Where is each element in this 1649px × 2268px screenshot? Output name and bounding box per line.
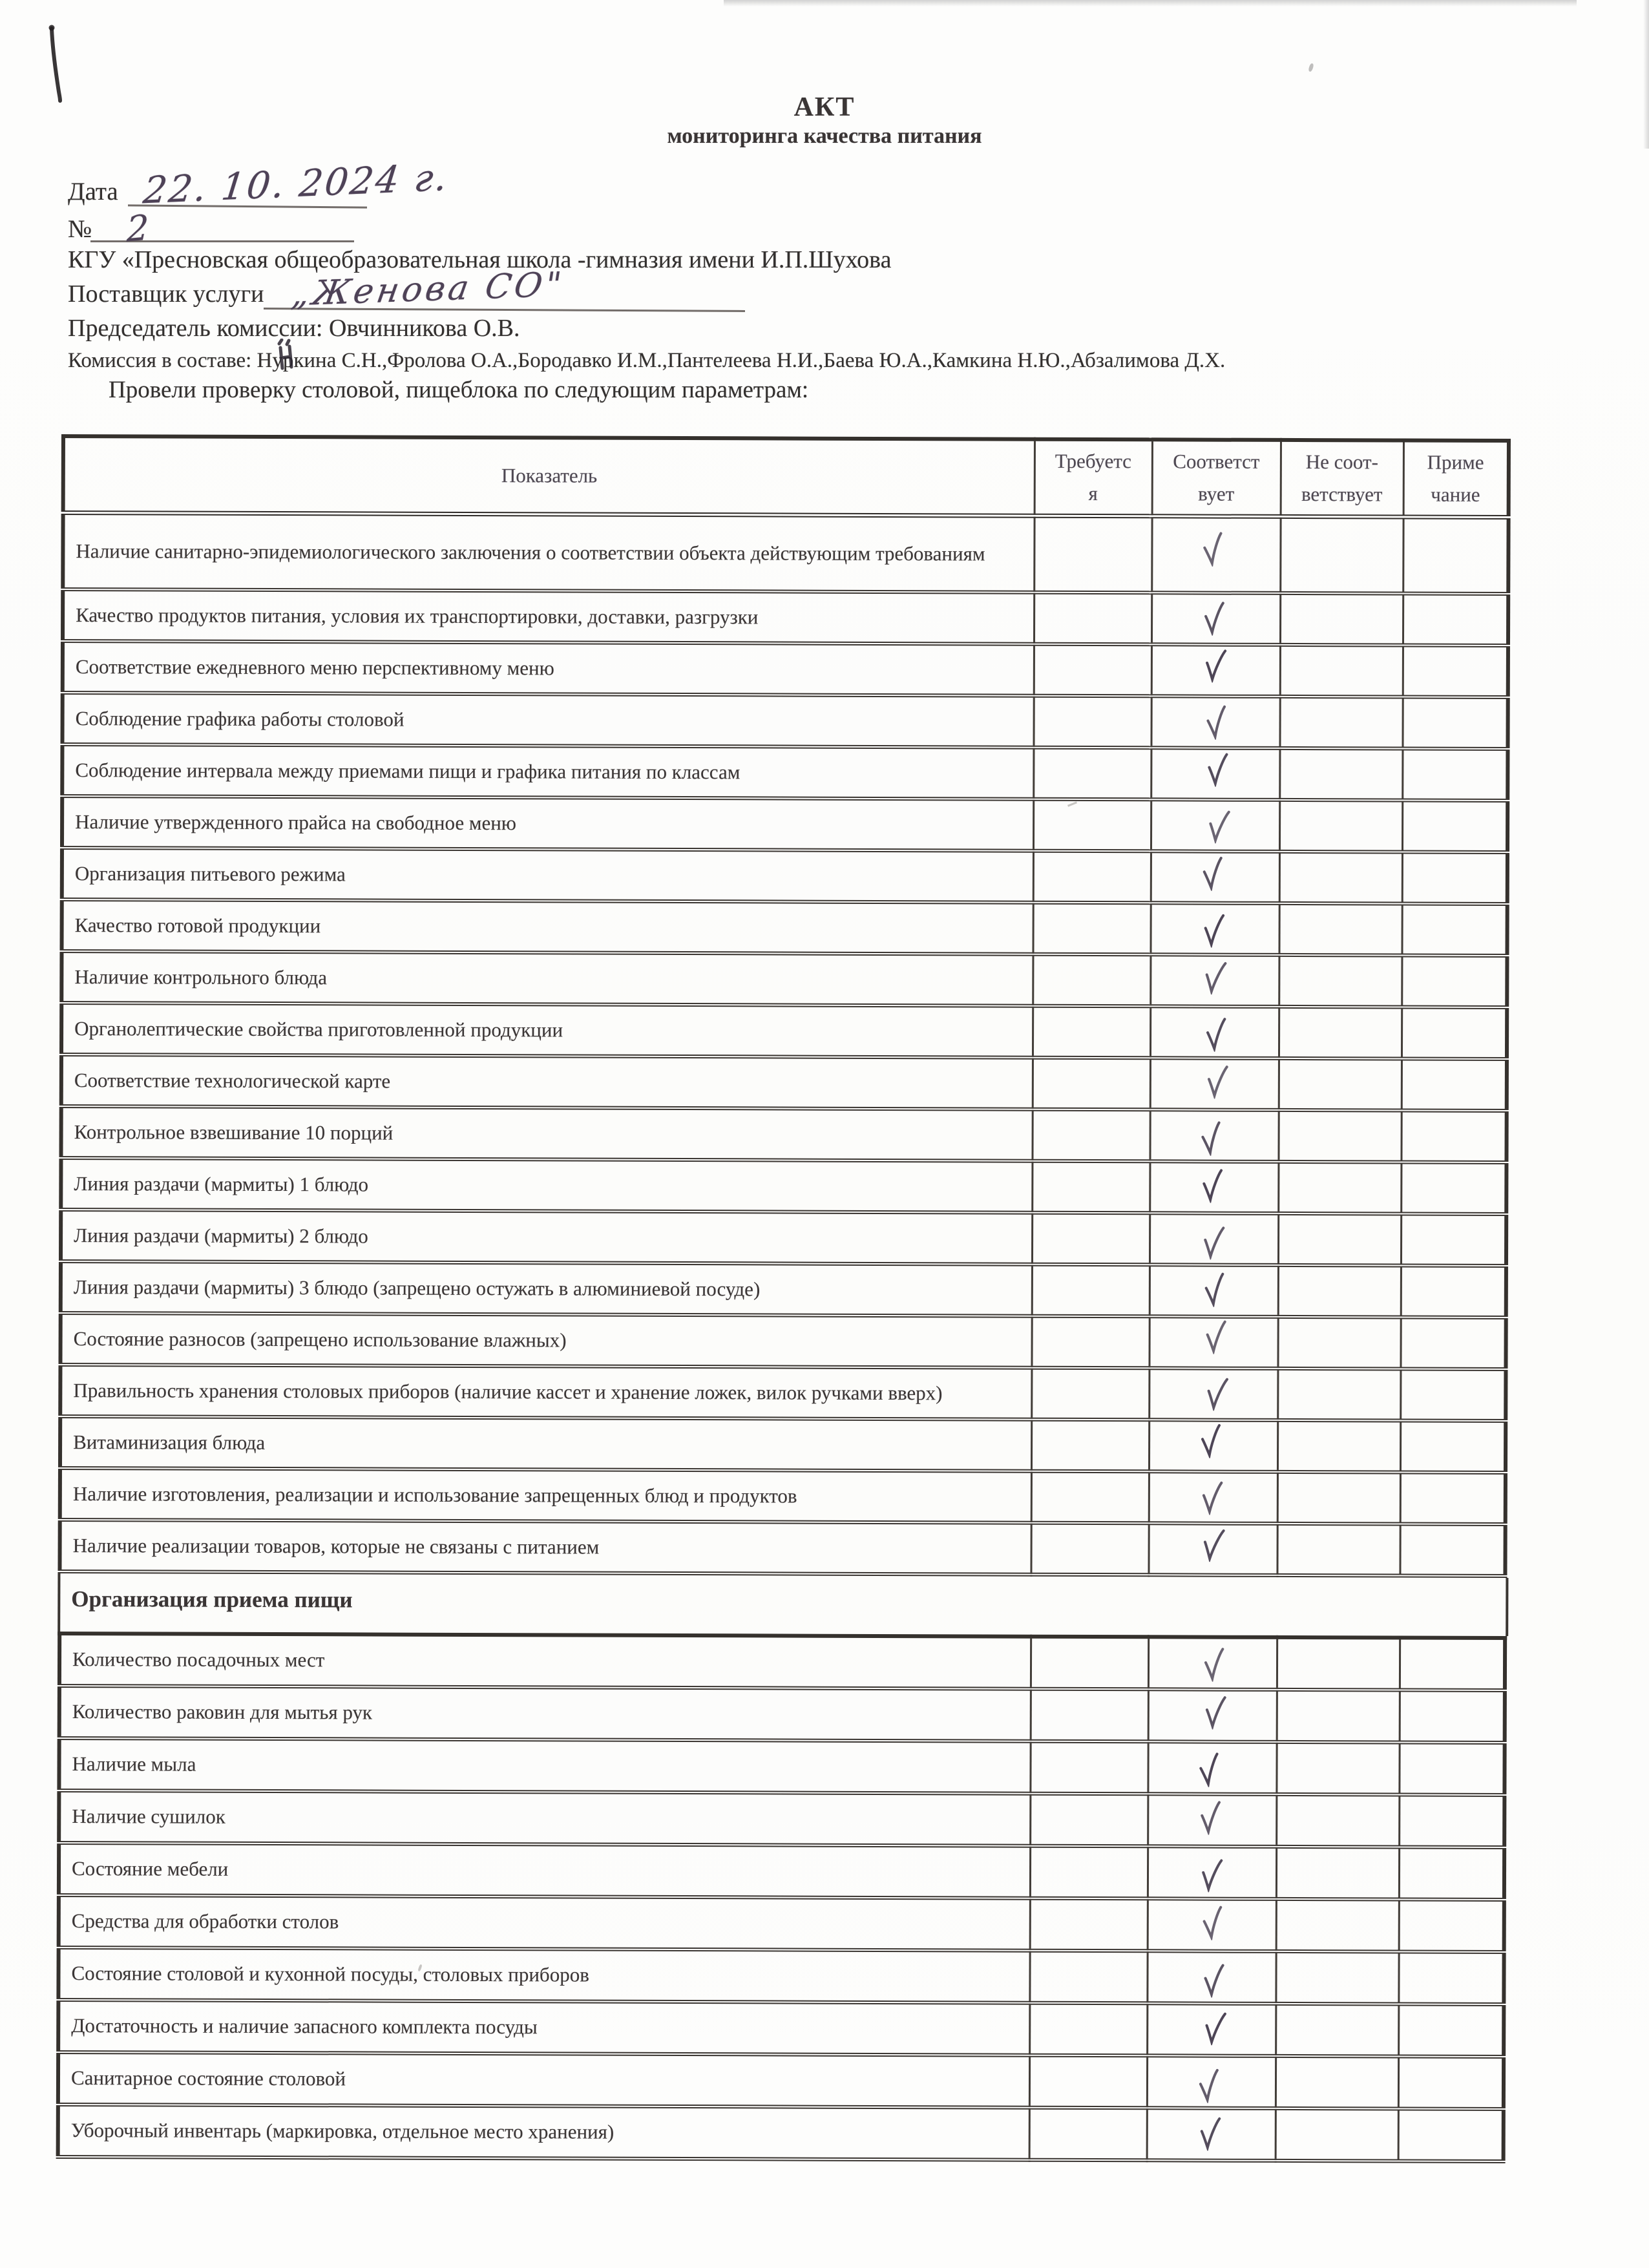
- indicator-cell: Качество готовой продукции: [61, 899, 1033, 954]
- note-cell: [1402, 904, 1507, 956]
- indicator-cell: Санитарное состояние столовой: [58, 2052, 1029, 2108]
- not-corresponds-cell: [1276, 1742, 1399, 1795]
- not-corresponds-cell: [1278, 1213, 1401, 1266]
- corresponds-column-header: Соответст вует: [1152, 439, 1281, 516]
- table-row: [61, 1106, 1506, 1162]
- table-row: [60, 1416, 1506, 1473]
- corresponds-cell: [1150, 954, 1279, 1007]
- not-corresponds-cell: [1278, 1265, 1401, 1318]
- checkmark-icon: [1197, 1751, 1221, 1788]
- checkmark-icon: [1201, 856, 1224, 892]
- not-corresponds-cell: [1276, 1794, 1399, 1847]
- not-corresponds-cell: [1276, 2108, 1398, 2161]
- table-row: [61, 1261, 1506, 1318]
- scan-speck: [1308, 63, 1314, 72]
- corresponds-cell: [1149, 1368, 1277, 1420]
- requires-cell: [1030, 1741, 1148, 1794]
- not-corresponds-cell: [1278, 1162, 1401, 1214]
- checkmark-icon: [1203, 647, 1227, 684]
- requires-cell: [1034, 644, 1151, 697]
- indicator-cell: Состояние мебели: [59, 1843, 1030, 1898]
- table-row: [59, 1843, 1504, 1900]
- note-cell: [1403, 594, 1508, 646]
- checkmark-icon: [1201, 1480, 1223, 1515]
- not-corresponds-cell: [1279, 903, 1402, 956]
- table-row: [61, 899, 1507, 956]
- monitoring-table-section-2: [56, 1632, 1507, 2163]
- checkmark-icon: [1204, 704, 1228, 740]
- checkmark-icon: [1203, 600, 1225, 635]
- indicator-cell: Соответствие ежедневного меню перспективному меню: [63, 641, 1034, 696]
- checkmark-icon: [1205, 1064, 1228, 1099]
- indicator-cell: Наличие мыла: [59, 1738, 1030, 1794]
- indicator-cell: Соответствие технологической карте: [61, 1055, 1033, 1109]
- note-cell: [1399, 1743, 1504, 1796]
- corresponds-cell: [1148, 1637, 1277, 1690]
- indicator-cell: Линия раздачи (мармиты) 1 блюдо: [61, 1158, 1032, 1213]
- note-cell: [1400, 1318, 1506, 1370]
- not-corresponds-cell: [1277, 1690, 1400, 1743]
- table-row: [63, 589, 1508, 646]
- corresponds-cell: [1148, 1898, 1276, 1951]
- checkmark-icon: [1202, 959, 1227, 996]
- table-row: [61, 1055, 1507, 1111]
- indicator-cell: Уборочный инвентарь (маркировка, отдельное место хранения): [58, 2105, 1029, 2160]
- note-cell: [1400, 1369, 1506, 1422]
- indicator-cell: Наличие утвержденного прайса на свободное меню: [62, 796, 1033, 851]
- requires-cell: [1033, 748, 1151, 800]
- requires-cell: [1033, 799, 1151, 852]
- indicator-cell: Контрольное взвешивание 10 порций: [61, 1106, 1032, 1161]
- requires-cell: [1034, 516, 1151, 593]
- checkmark-icon: [1204, 1375, 1229, 1411]
- requires-cell: [1031, 1368, 1149, 1420]
- note-cell: [1400, 1473, 1506, 1525]
- note-cell: [1401, 1266, 1506, 1318]
- not-corresponds-cell: [1279, 852, 1402, 904]
- not-corresponds-cell: [1280, 593, 1403, 646]
- requires-cell: [1033, 696, 1151, 748]
- note-cell: [1399, 1847, 1504, 1900]
- table-row: [63, 641, 1508, 697]
- note-cell: [1399, 1795, 1504, 1848]
- corresponds-cell: [1148, 1523, 1277, 1575]
- requires-cell: [1029, 1951, 1147, 2004]
- corresponds-cell: [1151, 748, 1279, 800]
- table-row: [59, 1895, 1504, 1952]
- indicator-cell: Витаминизация блюда: [60, 1416, 1031, 1471]
- not-corresponds-cell: [1277, 1472, 1400, 1524]
- requires-cell: [1030, 1846, 1148, 1899]
- note-cell: [1398, 2109, 1504, 2162]
- indicator-cell: Соблюдение графика работы столовой: [62, 693, 1033, 748]
- requires-cell: [1031, 1420, 1149, 1472]
- note-cell: [1402, 801, 1507, 853]
- monitoring-table-section-1: [58, 434, 1511, 1578]
- handwritten-supplier: „Женова СО": [289, 265, 567, 314]
- indicator-cell: Средства для обработки столов: [59, 1895, 1030, 1951]
- checkmark-icon: [1203, 1694, 1226, 1729]
- corresponds-cell: [1148, 1794, 1276, 1847]
- note-cell: [1402, 956, 1507, 1008]
- indicator-cell: Правильность хранения столовых приборов (наличие кассет и хранение ложек, вилок ручками вверх): [60, 1365, 1031, 1420]
- monitoring-table-block: [56, 434, 1522, 2163]
- date-line: [68, 177, 118, 206]
- table-row: [58, 1948, 1504, 2004]
- number-label: №: [68, 215, 92, 243]
- indicator-cell: Качество продуктов питания, условия их транспортировки, доставки, разгрузки: [63, 589, 1034, 644]
- table-row: [59, 1686, 1505, 1743]
- not-corresponds-cell: [1276, 1951, 1398, 2004]
- checkmark-icon: [1203, 1646, 1226, 1682]
- table-row: [62, 848, 1507, 904]
- corresponds-cell: [1151, 696, 1279, 748]
- indicator-cell: Соблюдение интервала между приемами пищи и графика питания по классам: [62, 744, 1033, 799]
- corresponds-cell: [1151, 593, 1280, 645]
- not-corresponds-column-header: Не соот- ветствует: [1281, 440, 1403, 517]
- checkmark-icon: [1199, 2116, 1221, 2151]
- document-subtitle: мониторинга качества питания: [667, 124, 982, 148]
- corresponds-cell: [1150, 903, 1279, 955]
- indicator-cell: Линия раздачи (мармиты) 2 блюдо: [61, 1210, 1032, 1265]
- requires-cell: [1030, 1898, 1148, 1951]
- requires-cell: [1031, 1523, 1148, 1575]
- handwritten-number: 2: [126, 207, 149, 250]
- table-row: [62, 796, 1507, 852]
- corresponds-cell: [1148, 1689, 1277, 1742]
- note-cell: [1402, 1059, 1507, 1111]
- checkmark-icon: [1201, 1526, 1226, 1563]
- requires-cell: [1032, 1213, 1150, 1265]
- corresponds-cell: [1149, 1471, 1277, 1524]
- requires-cell: [1031, 1316, 1149, 1369]
- indicator-cell: Наличие сушилок: [59, 1790, 1030, 1846]
- indicator-cell: Линия раздачи (мармиты) 3 блюдо (запрещено остужать в алюминиевой посуде): [61, 1261, 1032, 1316]
- not-corresponds-cell: [1277, 1637, 1400, 1690]
- not-corresponds-cell: [1279, 748, 1402, 801]
- document-title: АКТ: [793, 92, 856, 122]
- table-header: [63, 436, 1509, 517]
- indicator-cell: Наличие санитарно-эпидемиологического заключения о соответствии объекта действующим требованиям: [63, 512, 1034, 593]
- handwritten-date: 22. 10. 2024 г.: [141, 156, 452, 213]
- checkmark-icon: [1206, 808, 1231, 844]
- requires-cell: [1031, 1637, 1148, 1690]
- note-cell: [1402, 852, 1507, 905]
- note-cell: [1402, 749, 1507, 801]
- indicator-column-header: Показатель: [63, 436, 1035, 516]
- table-row: [63, 512, 1508, 594]
- requires-column-header: Требуетс я: [1035, 439, 1152, 516]
- requires-cell: [1029, 2055, 1147, 2108]
- not-corresponds-cell: [1280, 516, 1403, 594]
- checkmark-icon: [1201, 1224, 1225, 1261]
- corresponds-cell: [1150, 1109, 1278, 1162]
- note-cell: [1400, 1638, 1505, 1691]
- corresponds-cell: [1150, 1265, 1278, 1317]
- checkmark-icon: [1203, 912, 1225, 948]
- ink-blot-artifact: [274, 339, 300, 372]
- table-row: [60, 1365, 1506, 1421]
- table-row: [60, 1313, 1506, 1369]
- requires-cell: [1029, 2003, 1147, 2056]
- not-corresponds-cell: [1276, 1847, 1399, 1900]
- not-corresponds-cell: [1280, 645, 1403, 697]
- note-cell: [1400, 1690, 1505, 1743]
- table-row: [59, 1633, 1505, 1690]
- table-row: [59, 1738, 1504, 1795]
- indicator-cell: Состояние столовой и кухонной посуды, столовых приборов: [58, 1948, 1029, 2003]
- indicator-cell: Наличие контрольного блюда: [61, 951, 1033, 1006]
- checkmark-icon: [1197, 2067, 1221, 2103]
- requires-cell: [1029, 2108, 1147, 2161]
- requires-cell: [1033, 1006, 1150, 1058]
- corresponds-cell: [1151, 516, 1280, 593]
- note-cell: [1401, 1214, 1506, 1266]
- indicator-cell: Организация питьевого режима: [62, 848, 1033, 903]
- table-row: [59, 1790, 1504, 1847]
- table-row: [61, 1003, 1507, 1059]
- requires-cell: [1030, 1794, 1148, 1847]
- checkmark-icon: [1199, 1800, 1221, 1834]
- note-cell: [1398, 1952, 1504, 2005]
- indicator-cell: Наличие реализации товаров, которые не связаны с питанием: [59, 1520, 1031, 1575]
- not-corresponds-cell: [1279, 697, 1402, 749]
- requires-cell: [1033, 954, 1150, 1007]
- note-cell: [1400, 1524, 1505, 1577]
- corresponds-cell: [1150, 1058, 1279, 1110]
- requires-cell: [1031, 1689, 1148, 1742]
- corresponds-cell: [1150, 1161, 1278, 1213]
- not-corresponds-cell: [1276, 1899, 1399, 1952]
- table-row: [61, 951, 1507, 1007]
- indicator-cell: Наличие изготовления, реализации и использование запрещенных блюд и продуктов: [60, 1468, 1031, 1523]
- note-cell: [1401, 1162, 1506, 1215]
- corresponds-cell: [1149, 1420, 1277, 1472]
- corresponds-cell: [1151, 644, 1280, 697]
- checkmark-icon: [1203, 2010, 1227, 2046]
- header-row: [63, 436, 1509, 517]
- requires-cell: [1033, 851, 1151, 903]
- checkmark-icon: [1201, 530, 1225, 567]
- corresponds-cell: [1148, 1741, 1276, 1794]
- corresponds-cell: [1151, 799, 1279, 852]
- checkmark-icon: [1206, 752, 1228, 787]
- table-row: [58, 2105, 1504, 2161]
- table-row: [59, 1520, 1505, 1576]
- table-row: [61, 1158, 1506, 1214]
- supplier-line: [68, 280, 264, 308]
- table-row: [62, 693, 1507, 749]
- not-corresponds-cell: [1276, 2056, 1398, 2109]
- table-row: [58, 2052, 1504, 2109]
- table-row: [61, 1210, 1506, 1266]
- note-cell: [1398, 2004, 1504, 2057]
- checkmark-icon: [1199, 1423, 1223, 1459]
- corresponds-cell: [1151, 851, 1279, 903]
- supplier-label: Поставщик услуги: [68, 280, 264, 308]
- note-cell: [1402, 697, 1507, 750]
- table-row: [62, 744, 1507, 801]
- intro-line: Провели проверку столовой, пищеблока по следующим параметрам:: [109, 377, 809, 403]
- requires-cell: [1034, 593, 1151, 645]
- requires-cell: [1032, 1265, 1150, 1317]
- requires-cell: [1033, 903, 1150, 955]
- not-corresponds-cell: [1277, 1317, 1400, 1369]
- checkmark-icon: [1204, 1016, 1228, 1052]
- corresponds-cell: [1147, 1951, 1276, 2004]
- section-header-row: Организация приема пищи: [58, 1573, 1508, 1636]
- chairman-line: Председатель комиссии: Овчинникова О.В.: [68, 315, 520, 342]
- indicator-cell: Достаточность и наличие запасного комплекта посуды: [58, 2000, 1029, 2055]
- requires-cell: [1033, 1058, 1150, 1110]
- not-corresponds-cell: [1276, 2004, 1398, 2057]
- requires-cell: [1032, 1161, 1150, 1213]
- not-corresponds-cell: [1278, 1110, 1401, 1162]
- checkmark-icon: [1203, 1962, 1224, 1997]
- not-corresponds-cell: [1277, 1420, 1400, 1473]
- note-cell: [1401, 1111, 1506, 1163]
- corresponds-cell: [1147, 2055, 1276, 2108]
- indicator-cell: Органолептические свойства приготовленной продукции: [61, 1003, 1033, 1058]
- indicator-cell: Количество посадочных мест: [59, 1633, 1031, 1689]
- date-label: Дата: [68, 178, 118, 205]
- scan-edge-smudge: [724, 0, 1577, 6]
- not-corresponds-cell: [1277, 1524, 1400, 1576]
- not-corresponds-cell: [1279, 800, 1402, 852]
- table-row: [58, 2000, 1504, 2057]
- requires-cell: [1031, 1471, 1149, 1524]
- corresponds-cell: [1147, 2003, 1276, 2056]
- checkmark-icon: [1201, 1168, 1223, 1202]
- checkmark-icon: [1199, 1856, 1223, 1893]
- note-cell: [1399, 1900, 1504, 1953]
- not-corresponds-cell: [1279, 1007, 1402, 1059]
- checkmark-icon: [1203, 1272, 1227, 1308]
- not-corresponds-cell: [1279, 955, 1402, 1007]
- commission-line: Комиссия в составе: Нуркина С.Н.,Фролова О.А.,Бородавко И.М.,Пантелеева Н.И.,Баева Ю.А.,Камкина Н.Ю.,Абзалимова Д.Х.: [68, 349, 1226, 372]
- checkmark-icon: [1201, 1904, 1225, 1940]
- corresponds-cell: [1147, 2108, 1276, 2161]
- note-column-header: Приме чание: [1403, 441, 1509, 518]
- note-cell: [1403, 517, 1508, 594]
- not-corresponds-cell: [1277, 1369, 1400, 1421]
- indicator-cell: Количество раковин для мытья рук: [59, 1686, 1031, 1741]
- table-row: [60, 1468, 1506, 1524]
- checkmark-icon: [1204, 1319, 1226, 1354]
- indicator-cell: Состояние разносов (запрещено использование влажных): [60, 1313, 1031, 1368]
- checkmark-icon: [1199, 1120, 1223, 1157]
- corresponds-cell: [1148, 1846, 1276, 1899]
- corresponds-cell: [1150, 1213, 1278, 1265]
- corresponds-cell: [1149, 1316, 1277, 1369]
- corresponds-cell: [1150, 1006, 1279, 1058]
- not-corresponds-cell: [1279, 1058, 1402, 1111]
- organization-line: КГУ «Пресновская общеобразовательная школа -гимназия имени И.П.Шухова: [68, 246, 892, 273]
- number-line: [68, 215, 92, 244]
- requires-cell: [1032, 1109, 1150, 1162]
- note-cell: [1400, 1421, 1506, 1473]
- note-cell: [1398, 2057, 1504, 2110]
- note-cell: [1403, 646, 1508, 698]
- note-cell: [1402, 1007, 1507, 1060]
